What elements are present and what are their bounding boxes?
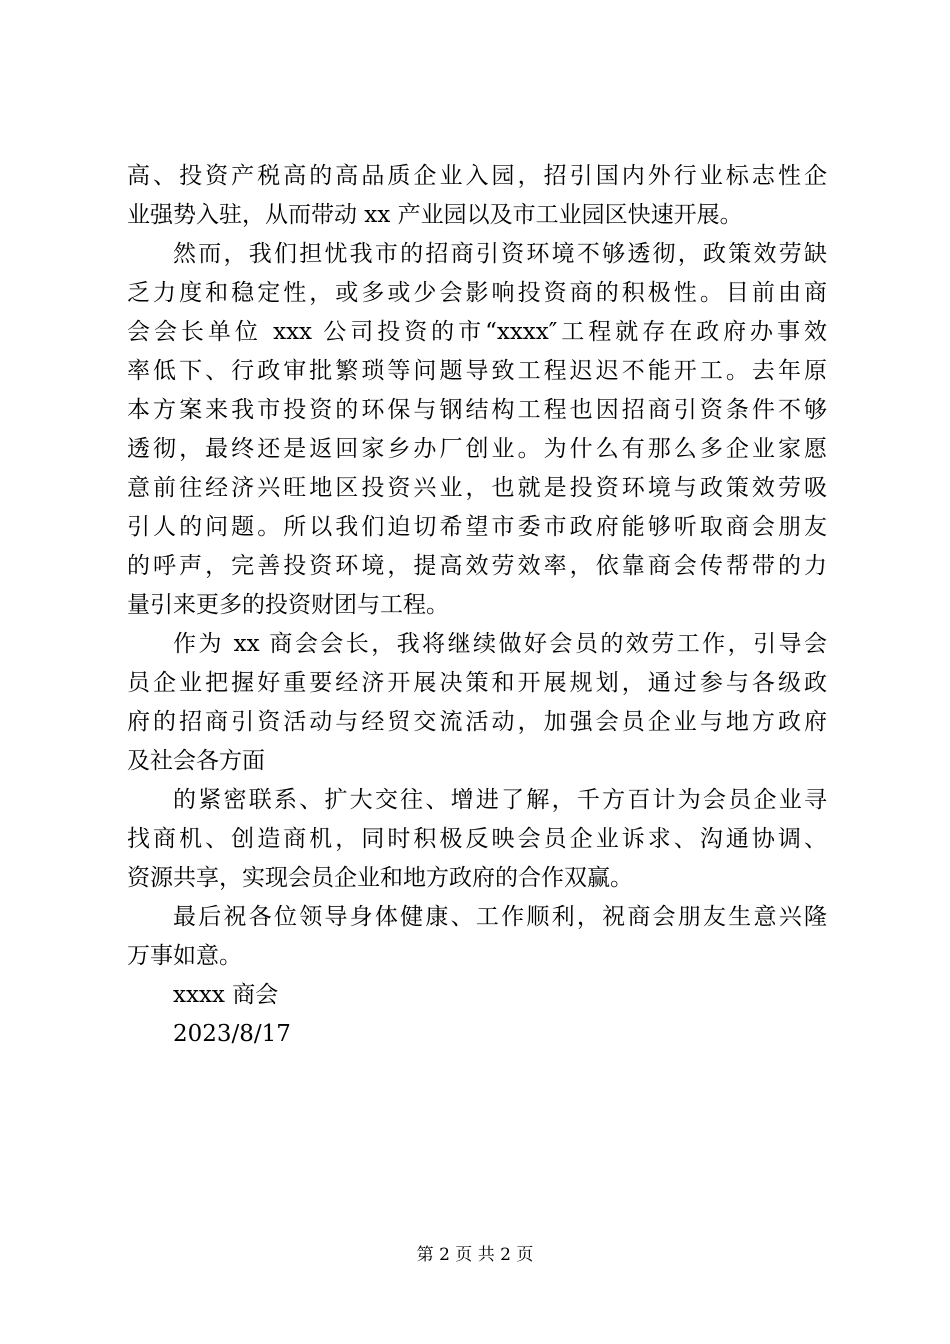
text-line: 业强势入驻，从而带动 xx 产业园以及市工业园区快速开展。 bbox=[127, 202, 743, 228]
text-line: 率低下、行政审批繁琐等问题导致工程迟迟不能开工。去年原 bbox=[127, 358, 827, 384]
text-line: 找商机、创造商机，同时积极反映会员企业诉求、沟通协调、 bbox=[127, 826, 827, 852]
text-line: 资源共享，实现会员企业和地方政府的合作双赢。 bbox=[127, 865, 633, 891]
text-line: 及社会各方面 bbox=[127, 748, 265, 774]
paragraph-4 bbox=[127, 781, 827, 898]
signature-organization bbox=[127, 976, 827, 1015]
text-line: 万事如意。 bbox=[127, 943, 242, 969]
text-line: 意前往经济兴旺地区投资兴业，也就是投资环境与政策效劳吸 bbox=[127, 475, 827, 501]
text-line: 乏力度和稳定性，或多或少会影响投资商的积极性。目前由商 bbox=[127, 280, 827, 306]
page-footer bbox=[0, 1243, 950, 1267]
document-body bbox=[127, 157, 827, 1054]
text-line: 高、投资产税高的高品质企业入园，招引国内外行业标志性企 bbox=[127, 163, 827, 189]
text-line: 引人的问题。所以我们迫切希望市委市政府能够听取商会朋友 bbox=[127, 514, 827, 540]
paragraph-1 bbox=[127, 157, 827, 235]
paragraph-3 bbox=[127, 625, 827, 781]
text-line: 本方案来我市投资的环保与钢结构工程也因招商引资条件不够 bbox=[127, 397, 827, 423]
text-line: xxxx 商会 bbox=[173, 982, 279, 1008]
text-line: 作为 xx 商会会长，我将继续做好会员的效劳工作，引导会 bbox=[173, 631, 827, 657]
text-line: 会会长单位 xxx 公司投资的市“xxxx″工程就存在政府办事效 bbox=[127, 319, 827, 345]
text-line: 量引来更多的投资财团与工程。 bbox=[127, 592, 449, 618]
text-line: 透彻，最终还是返回家乡办厂创业。为什么有那么多企业家愿 bbox=[127, 436, 827, 462]
text-line: 的紧密联系、扩大交往、增进了解，千方百计为会员企业寻 bbox=[173, 787, 827, 813]
paragraph-5 bbox=[127, 898, 827, 976]
text-line: 的呼声，完善投资环境，提高效劳效率，依靠商会传帮带的力 bbox=[127, 553, 827, 579]
paragraph-2 bbox=[127, 235, 827, 625]
text-line: 2023/8/17 bbox=[173, 1021, 291, 1047]
page-number: 第 2 页 共 2 页 bbox=[416, 1245, 534, 1265]
text-line: 然而，我们担忧我市的招商引资环境不够透彻，政策效劳缺 bbox=[173, 241, 827, 267]
text-line: 员企业把握好重要经济开展决策和开展规划，通过参与各级政 bbox=[127, 670, 827, 696]
text-line: 府的招商引资活动与经贸交流活动，加强会员企业与地方政府 bbox=[127, 709, 827, 735]
text-line: 最后祝各位领导身体健康、工作顺利，祝商会朋友生意兴隆 bbox=[173, 904, 827, 930]
signature-date bbox=[127, 1015, 827, 1054]
